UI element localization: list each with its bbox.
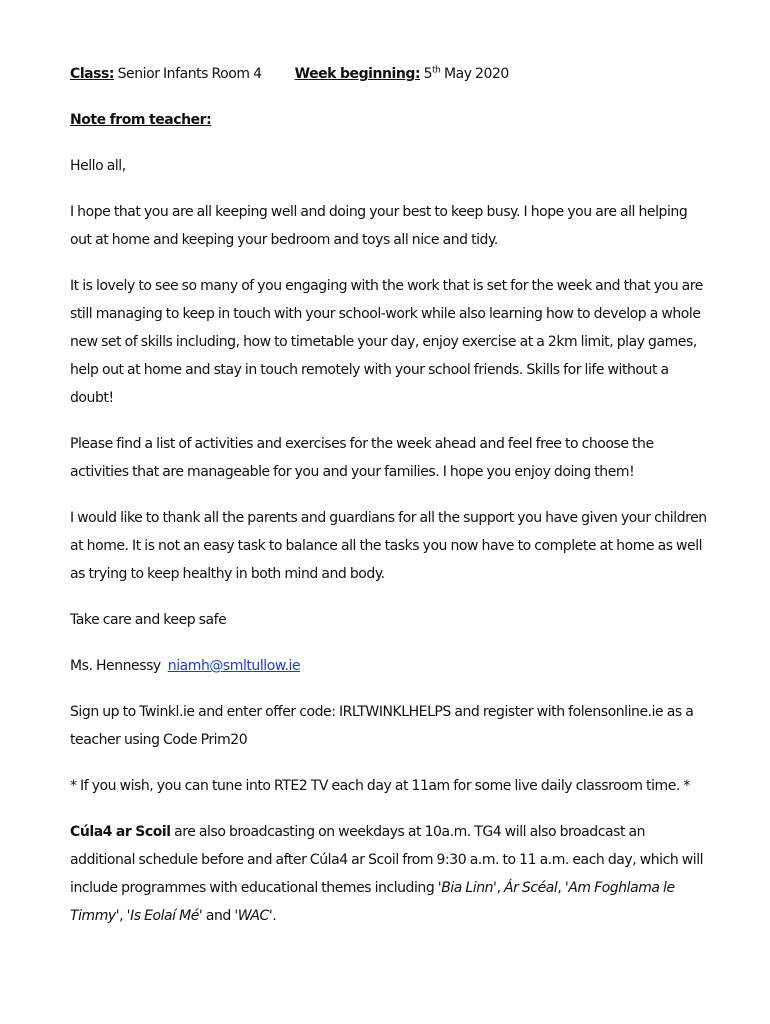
paragraph: Please find a list of activities and exercises for the week ahead and feel free to choose the activities that are manageable for you and your families. I hope you enjoy doing them! <box>70 436 654 480</box>
week-suffix: th <box>432 65 441 76</box>
cula4-text: are also broadcasting on weekdays at 10a.m. TG4 will also broadcast an additional schedule before and after Cúla4 ar Scoil from 9:30 a.m. to 11 a.m. each day, which will include programmes with educational themes including <box>70 824 704 896</box>
paragraph: I would like to thank all the parents and guardians for all the support you have given your children at home. It is not an easy task to balance all the tasks you now have to complete at home as well as trying to keep healthy in both mind and body. <box>70 510 707 582</box>
week-rest: May 2020 <box>443 66 509 82</box>
class-value: Senior Infants Room 4 <box>117 66 262 82</box>
week-label: Week beginning: <box>294 66 421 82</box>
header-line <box>70 60 710 88</box>
paragraph: I hope that you are all keeping well and doing your best to keep busy. I hope you are all helping out at home and keeping your bedroom and toys all nice and tidy. <box>70 204 688 248</box>
rte-note: * If you wish, you can tune into RTE2 TV each day at 11am for some live daily classroom time. * <box>70 778 690 794</box>
note-heading: Note from teacher: <box>70 112 212 128</box>
document-body <box>70 60 710 948</box>
closing: Take care and keep safe <box>70 612 227 628</box>
greeting: Hello all, <box>70 158 126 174</box>
paragraph: It is lovely to see so many of you engaging with the work that is set for the week and that you are still managing to keep in touch with your school-work while also learning how to develop a whole new set of skills including, how to timetable your day, enjoy exercise at a 2km limit, play games, help out at home and stay in touch remotely with your school friends. Skills for life without a doubt! <box>70 278 703 406</box>
class-label: Class: <box>70 66 115 82</box>
show-am-foghlama: 'Am Foghlama le Timmy' <box>70 880 675 924</box>
cula4-title: Cúla4 ar Scoil <box>70 824 171 840</box>
week-day: 5 <box>423 66 433 82</box>
cula4-paragraph: Cúla4 ar Scoil are also broadcasting on weekdays at 10a.m. TG4 will also broadcast an additional schedule before and after Cúla4 ar Scoil from 9:30 a.m. to 11 a.m. each day, which will include programmes with educational themes including 'Bia Linn', Ár Scéal, 'Am Foghlama le Timmy', 'Is Eolaí Mé' and 'WAC'. <box>70 824 704 924</box>
show-bia-linn: 'Bia Linn' <box>437 880 497 896</box>
show-is-eolai-me: 'Is Eolaí Mé' <box>126 908 203 924</box>
show-wac: 'WAC' <box>234 908 273 924</box>
teacher-name: Ms. Hennessy <box>70 658 161 674</box>
email-link[interactable]: niamh@smltullow.ie <box>167 658 301 674</box>
signature-line <box>70 652 710 680</box>
signup-note: Sign up to Twinkl.ie and enter offer code: IRLTWINKLHELPS and register with folensonline.ie as a teacher using Code Prim20 <box>70 704 694 748</box>
show-ar-sceal: Ár Scéal <box>503 880 558 896</box>
